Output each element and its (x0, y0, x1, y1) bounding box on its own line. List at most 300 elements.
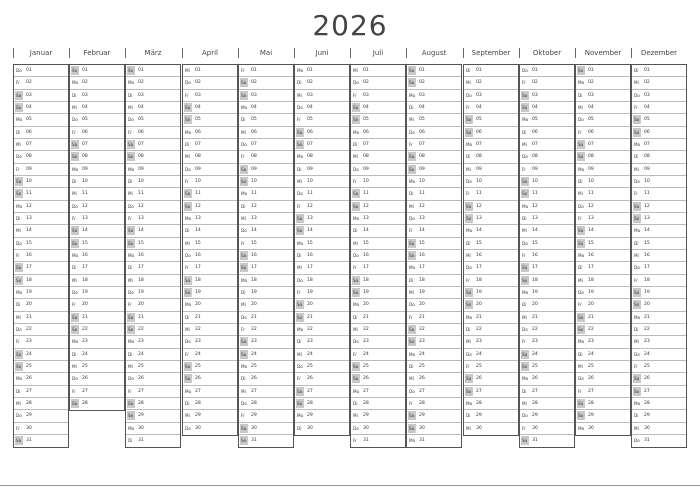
day-row[interactable] (464, 275, 518, 287)
day-row[interactable] (239, 373, 293, 385)
day-row[interactable] (351, 287, 405, 299)
day-row[interactable] (295, 336, 349, 348)
day-row[interactable] (126, 176, 180, 188)
day-row[interactable] (407, 127, 461, 139)
day-row[interactable] (183, 398, 237, 410)
day-row[interactable] (70, 287, 124, 299)
day-row[interactable] (520, 102, 574, 114)
day-row[interactable] (520, 139, 574, 151)
day-row[interactable] (295, 151, 349, 163)
day-row[interactable] (14, 102, 68, 114)
day-row[interactable] (407, 176, 461, 188)
day-row[interactable] (464, 361, 518, 373)
day-row[interactable] (520, 151, 574, 163)
day-row[interactable] (520, 114, 574, 126)
day-row[interactable] (70, 386, 124, 398)
day-row[interactable] (14, 299, 68, 311)
day-row[interactable] (520, 373, 574, 385)
day-row[interactable] (464, 127, 518, 139)
day-row[interactable] (126, 275, 180, 287)
day-row[interactable] (520, 250, 574, 262)
day-row[interactable] (239, 114, 293, 126)
day-row[interactable] (239, 410, 293, 422)
day-row[interactable] (239, 90, 293, 102)
day-row[interactable] (632, 201, 686, 213)
day-row[interactable] (70, 361, 124, 373)
day-row[interactable] (70, 77, 124, 89)
day-row[interactable] (632, 423, 686, 435)
day-row[interactable] (351, 361, 405, 373)
day-row[interactable] (351, 250, 405, 262)
day-row[interactable] (407, 201, 461, 213)
day-row[interactable] (70, 250, 124, 262)
day-row[interactable] (407, 65, 461, 77)
day-row[interactable] (70, 225, 124, 237)
day-row[interactable] (464, 188, 518, 200)
day-row[interactable] (632, 349, 686, 361)
day-row[interactable] (576, 225, 630, 237)
day-row[interactable] (520, 213, 574, 225)
day-row[interactable] (576, 386, 630, 398)
day-row[interactable] (70, 164, 124, 176)
day-row[interactable] (351, 410, 405, 422)
day-row[interactable] (407, 213, 461, 225)
day-row[interactable] (70, 188, 124, 200)
day-row[interactable] (407, 435, 461, 447)
day-row[interactable] (351, 77, 405, 89)
day-row[interactable] (464, 324, 518, 336)
day-row[interactable] (70, 336, 124, 348)
day-row[interactable] (183, 410, 237, 422)
day-row[interactable] (183, 213, 237, 225)
day-row[interactable] (14, 213, 68, 225)
day-row[interactable] (407, 312, 461, 324)
day-row[interactable] (576, 139, 630, 151)
day-row[interactable] (632, 250, 686, 262)
day-row[interactable] (520, 225, 574, 237)
day-row[interactable] (14, 77, 68, 89)
day-row[interactable] (14, 336, 68, 348)
day-row[interactable] (14, 250, 68, 262)
day-row[interactable] (632, 225, 686, 237)
day-row[interactable] (464, 213, 518, 225)
day-row[interactable] (295, 225, 349, 237)
day-row[interactable] (126, 287, 180, 299)
day-row[interactable] (14, 312, 68, 324)
day-row[interactable] (407, 102, 461, 114)
day-row[interactable] (239, 324, 293, 336)
day-row[interactable] (576, 312, 630, 324)
day-row[interactable] (70, 324, 124, 336)
day-row[interactable] (520, 386, 574, 398)
day-row[interactable] (351, 299, 405, 311)
day-row[interactable] (520, 349, 574, 361)
day-row[interactable] (295, 386, 349, 398)
day-row[interactable] (295, 65, 349, 77)
day-row[interactable] (183, 238, 237, 250)
day-row[interactable] (295, 102, 349, 114)
day-row[interactable] (295, 90, 349, 102)
day-row[interactable] (183, 250, 237, 262)
day-row[interactable] (576, 238, 630, 250)
day-row[interactable] (520, 361, 574, 373)
day-row[interactable] (239, 225, 293, 237)
day-row[interactable] (70, 238, 124, 250)
day-row[interactable] (126, 127, 180, 139)
day-row[interactable] (407, 114, 461, 126)
day-row[interactable] (464, 398, 518, 410)
day-row[interactable] (14, 164, 68, 176)
day-row[interactable] (126, 65, 180, 77)
day-row[interactable] (295, 139, 349, 151)
day-row[interactable] (239, 386, 293, 398)
day-row[interactable] (464, 139, 518, 151)
day-row[interactable] (576, 188, 630, 200)
day-row[interactable] (464, 373, 518, 385)
day-row[interactable] (632, 77, 686, 89)
day-row[interactable] (351, 139, 405, 151)
day-row[interactable] (239, 201, 293, 213)
day-row[interactable] (464, 386, 518, 398)
day-row[interactable] (351, 164, 405, 176)
day-row[interactable] (632, 102, 686, 114)
day-row[interactable] (70, 176, 124, 188)
day-row[interactable] (126, 373, 180, 385)
day-row[interactable] (632, 176, 686, 188)
day-row[interactable] (464, 238, 518, 250)
day-row[interactable] (239, 312, 293, 324)
day-row[interactable] (407, 423, 461, 435)
day-row[interactable] (351, 423, 405, 435)
day-row[interactable] (295, 275, 349, 287)
day-row[interactable] (351, 201, 405, 213)
day-row[interactable] (126, 250, 180, 262)
day-row[interactable] (70, 275, 124, 287)
day-row[interactable] (14, 423, 68, 435)
day-row[interactable] (126, 238, 180, 250)
day-row[interactable] (351, 225, 405, 237)
day-row[interactable] (407, 275, 461, 287)
day-row[interactable] (576, 114, 630, 126)
day-row[interactable] (70, 151, 124, 163)
day-row[interactable] (126, 164, 180, 176)
day-row[interactable] (632, 435, 686, 447)
day-row[interactable] (239, 349, 293, 361)
day-row[interactable] (14, 435, 68, 447)
day-row[interactable] (632, 410, 686, 422)
day-row[interactable] (520, 127, 574, 139)
day-row[interactable] (239, 65, 293, 77)
day-row[interactable] (351, 435, 405, 447)
day-row[interactable] (632, 275, 686, 287)
day-row[interactable] (407, 238, 461, 250)
day-row[interactable] (632, 312, 686, 324)
day-row[interactable] (632, 127, 686, 139)
day-row[interactable] (126, 312, 180, 324)
day-row[interactable] (239, 213, 293, 225)
day-row[interactable] (126, 77, 180, 89)
day-row[interactable] (464, 410, 518, 422)
day-row[interactable] (407, 287, 461, 299)
day-row[interactable] (576, 262, 630, 274)
day-row[interactable] (14, 225, 68, 237)
day-row[interactable] (407, 361, 461, 373)
day-row[interactable] (520, 410, 574, 422)
day-row[interactable] (632, 139, 686, 151)
day-row[interactable] (464, 262, 518, 274)
day-row[interactable] (351, 65, 405, 77)
day-row[interactable] (126, 151, 180, 163)
day-row[interactable] (126, 336, 180, 348)
day-row[interactable] (464, 102, 518, 114)
day-row[interactable] (632, 398, 686, 410)
day-row[interactable] (576, 287, 630, 299)
day-row[interactable] (14, 349, 68, 361)
day-row[interactable] (520, 287, 574, 299)
day-row[interactable] (520, 435, 574, 447)
day-row[interactable] (14, 65, 68, 77)
day-row[interactable] (520, 238, 574, 250)
day-row[interactable] (295, 287, 349, 299)
day-row[interactable] (520, 423, 574, 435)
day-row[interactable] (239, 102, 293, 114)
day-row[interactable] (126, 114, 180, 126)
day-row[interactable] (576, 423, 630, 435)
day-row[interactable] (295, 423, 349, 435)
day-row[interactable] (14, 176, 68, 188)
day-row[interactable] (126, 213, 180, 225)
day-row[interactable] (351, 213, 405, 225)
day-row[interactable] (70, 65, 124, 77)
day-row[interactable] (464, 225, 518, 237)
day-row[interactable] (576, 213, 630, 225)
day-row[interactable] (576, 90, 630, 102)
day-row[interactable] (183, 386, 237, 398)
day-row[interactable] (183, 176, 237, 188)
day-row[interactable] (351, 90, 405, 102)
day-row[interactable] (70, 213, 124, 225)
day-row[interactable] (576, 336, 630, 348)
day-row[interactable] (520, 312, 574, 324)
day-row[interactable] (295, 299, 349, 311)
day-row[interactable] (576, 250, 630, 262)
day-row[interactable] (520, 164, 574, 176)
day-row[interactable] (239, 299, 293, 311)
day-row[interactable] (407, 139, 461, 151)
day-row[interactable] (183, 349, 237, 361)
day-row[interactable] (295, 114, 349, 126)
day-row[interactable] (351, 127, 405, 139)
day-row[interactable] (632, 299, 686, 311)
day-row[interactable] (464, 151, 518, 163)
day-row[interactable] (407, 225, 461, 237)
day-row[interactable] (407, 398, 461, 410)
day-row[interactable] (126, 188, 180, 200)
day-row[interactable] (351, 324, 405, 336)
day-row[interactable] (70, 102, 124, 114)
day-row[interactable] (183, 139, 237, 151)
day-row[interactable] (351, 188, 405, 200)
day-row[interactable] (183, 225, 237, 237)
day-row[interactable] (239, 336, 293, 348)
day-row[interactable] (576, 151, 630, 163)
day-row[interactable] (520, 336, 574, 348)
day-row[interactable] (183, 299, 237, 311)
day-row[interactable] (126, 299, 180, 311)
day-row[interactable] (576, 77, 630, 89)
day-row[interactable] (351, 373, 405, 385)
day-row[interactable] (351, 312, 405, 324)
day-row[interactable] (464, 299, 518, 311)
day-row[interactable] (295, 213, 349, 225)
day-row[interactable] (126, 90, 180, 102)
day-row[interactable] (70, 312, 124, 324)
day-row[interactable] (14, 324, 68, 336)
day-row[interactable] (407, 262, 461, 274)
day-row[interactable] (239, 435, 293, 447)
day-row[interactable] (14, 188, 68, 200)
day-row[interactable] (126, 435, 180, 447)
day-row[interactable] (295, 262, 349, 274)
day-row[interactable] (520, 275, 574, 287)
day-row[interactable] (295, 324, 349, 336)
day-row[interactable] (126, 225, 180, 237)
day-row[interactable] (351, 336, 405, 348)
day-row[interactable] (632, 386, 686, 398)
day-row[interactable] (464, 336, 518, 348)
day-row[interactable] (14, 398, 68, 410)
day-row[interactable] (70, 90, 124, 102)
day-row[interactable] (14, 262, 68, 274)
day-row[interactable] (183, 127, 237, 139)
day-row[interactable] (239, 423, 293, 435)
day-row[interactable] (239, 275, 293, 287)
day-row[interactable] (351, 176, 405, 188)
day-row[interactable] (183, 114, 237, 126)
day-row[interactable] (520, 176, 574, 188)
day-row[interactable] (295, 349, 349, 361)
day-row[interactable] (520, 65, 574, 77)
day-row[interactable] (295, 373, 349, 385)
day-row[interactable] (407, 250, 461, 262)
day-row[interactable] (632, 373, 686, 385)
day-row[interactable] (14, 287, 68, 299)
day-row[interactable] (295, 164, 349, 176)
day-row[interactable] (464, 312, 518, 324)
day-row[interactable] (14, 90, 68, 102)
day-row[interactable] (126, 386, 180, 398)
day-row[interactable] (407, 349, 461, 361)
day-row[interactable] (14, 127, 68, 139)
day-row[interactable] (295, 176, 349, 188)
day-row[interactable] (70, 349, 124, 361)
day-row[interactable] (183, 164, 237, 176)
day-row[interactable] (183, 312, 237, 324)
day-row[interactable] (464, 201, 518, 213)
day-row[interactable] (183, 65, 237, 77)
day-row[interactable] (239, 188, 293, 200)
day-row[interactable] (70, 299, 124, 311)
day-row[interactable] (126, 201, 180, 213)
day-row[interactable] (295, 312, 349, 324)
day-row[interactable] (183, 201, 237, 213)
day-row[interactable] (407, 336, 461, 348)
day-row[interactable] (351, 275, 405, 287)
day-row[interactable] (632, 90, 686, 102)
day-row[interactable] (14, 275, 68, 287)
day-row[interactable] (351, 262, 405, 274)
day-row[interactable] (14, 114, 68, 126)
day-row[interactable] (632, 114, 686, 126)
day-row[interactable] (632, 361, 686, 373)
day-row[interactable] (632, 151, 686, 163)
day-row[interactable] (295, 238, 349, 250)
day-row[interactable] (407, 90, 461, 102)
day-row[interactable] (126, 324, 180, 336)
day-row[interactable] (407, 410, 461, 422)
day-row[interactable] (576, 127, 630, 139)
day-row[interactable] (464, 114, 518, 126)
day-row[interactable] (239, 139, 293, 151)
day-row[interactable] (632, 324, 686, 336)
day-row[interactable] (632, 65, 686, 77)
day-row[interactable] (576, 275, 630, 287)
day-row[interactable] (183, 287, 237, 299)
day-row[interactable] (70, 139, 124, 151)
day-row[interactable] (126, 398, 180, 410)
day-row[interactable] (295, 127, 349, 139)
day-row[interactable] (239, 77, 293, 89)
day-row[interactable] (464, 250, 518, 262)
day-row[interactable] (464, 287, 518, 299)
day-row[interactable] (70, 114, 124, 126)
day-row[interactable] (632, 336, 686, 348)
day-row[interactable] (126, 423, 180, 435)
day-row[interactable] (14, 361, 68, 373)
day-row[interactable] (576, 349, 630, 361)
day-row[interactable] (464, 90, 518, 102)
day-row[interactable] (464, 77, 518, 89)
day-row[interactable] (464, 176, 518, 188)
day-row[interactable] (239, 287, 293, 299)
day-row[interactable] (351, 151, 405, 163)
day-row[interactable] (576, 373, 630, 385)
day-row[interactable] (464, 65, 518, 77)
day-row[interactable] (520, 188, 574, 200)
day-row[interactable] (126, 262, 180, 274)
day-row[interactable] (576, 65, 630, 77)
day-row[interactable] (126, 102, 180, 114)
day-row[interactable] (351, 102, 405, 114)
day-row[interactable] (183, 373, 237, 385)
day-row[interactable] (520, 398, 574, 410)
day-row[interactable] (576, 164, 630, 176)
day-row[interactable] (239, 361, 293, 373)
day-row[interactable] (576, 398, 630, 410)
day-row[interactable] (576, 324, 630, 336)
day-row[interactable] (295, 410, 349, 422)
day-row[interactable] (351, 238, 405, 250)
day-row[interactable] (70, 127, 124, 139)
day-row[interactable] (576, 201, 630, 213)
day-row[interactable] (295, 188, 349, 200)
day-row[interactable] (520, 77, 574, 89)
day-row[interactable] (239, 176, 293, 188)
day-row[interactable] (407, 373, 461, 385)
day-row[interactable] (183, 77, 237, 89)
day-row[interactable] (183, 188, 237, 200)
day-row[interactable] (464, 423, 518, 435)
